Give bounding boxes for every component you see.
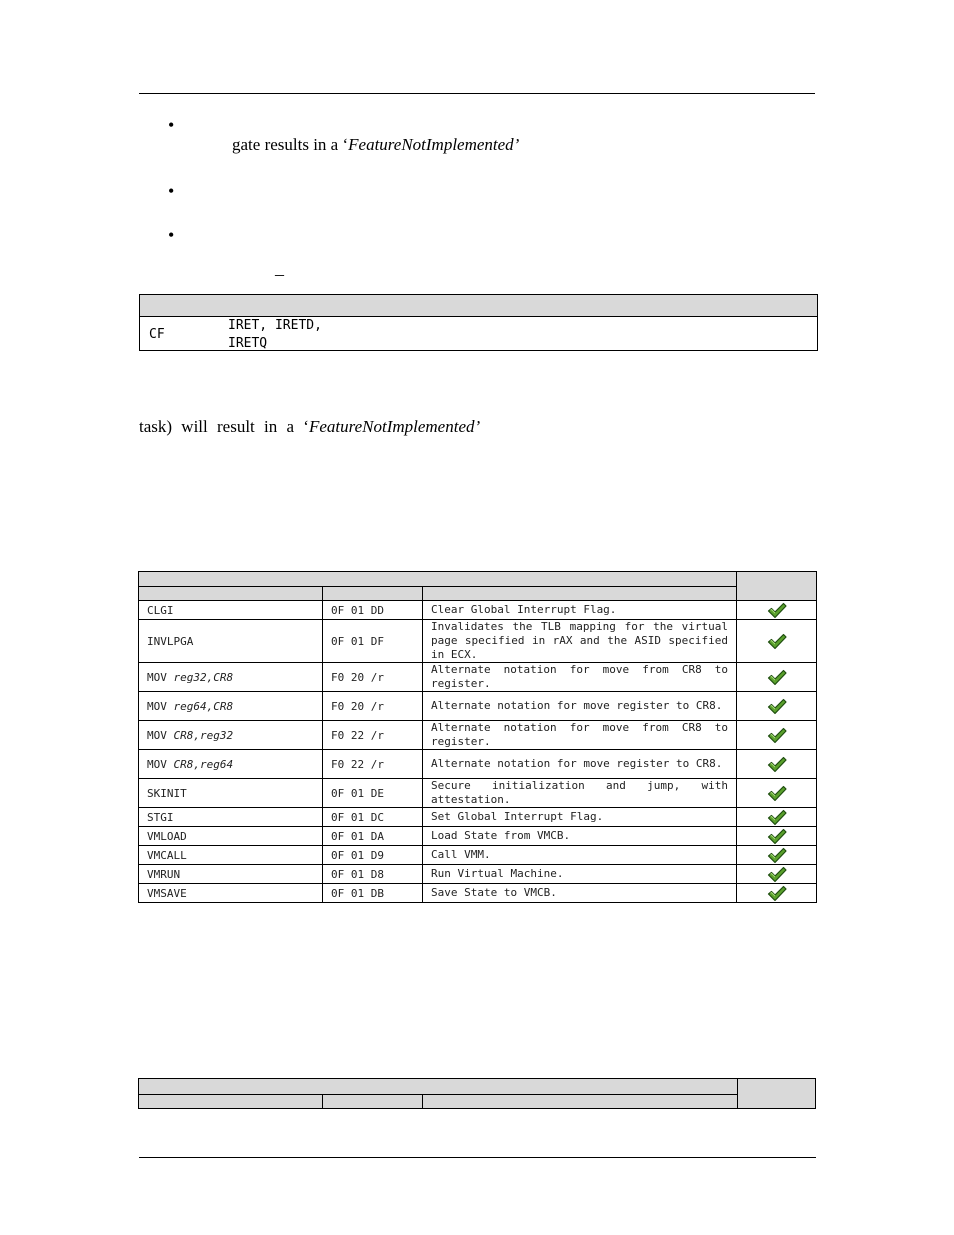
table-header-row-2 <box>139 587 817 601</box>
instruction-description: Alternate notation for move from CR8 to register. <box>423 663 737 692</box>
instruction-description: Alternate notation for move register to CR8. <box>423 692 737 721</box>
instruction-opcode: F0 22 /r <box>323 721 423 750</box>
instruction-description: Run Virtual Machine. <box>423 865 737 884</box>
instruction-description: Alternate notation for move from CR8 to register. <box>423 721 737 750</box>
instruction-opcode: 0F 01 D8 <box>323 865 423 884</box>
table-row <box>139 846 817 865</box>
instruction-opcode: F0 20 /r <box>323 663 423 692</box>
table-group-header <box>139 572 737 587</box>
checkmark-icon <box>767 669 787 686</box>
checkmark-icon <box>767 809 787 826</box>
table-row <box>139 750 817 779</box>
instruction-mnemonic: MOV <box>147 699 174 713</box>
supported-cell <box>737 808 817 827</box>
supported-cell <box>737 827 817 846</box>
bullet-3: • <box>168 225 175 245</box>
supported-cell <box>737 721 817 750</box>
bullet-2: • <box>168 181 175 201</box>
supported-cell <box>737 750 817 779</box>
instruction-name: VMRUN <box>139 865 323 884</box>
table-row <box>139 601 817 620</box>
iret-instruction-line1: IRET, IRETD, <box>228 318 322 333</box>
task-paragraph-italic: FeatureNotImplemented’ <box>308 417 481 436</box>
supported-cell <box>737 779 817 808</box>
supported-cell <box>737 884 817 903</box>
instruction-name: VMCALL <box>139 846 323 865</box>
instruction-description: Invalidates the TLB mapping for the virtual page specified in rAX and the ASID specified in ECX. <box>423 620 737 663</box>
instruction-description: Save State to VMCB. <box>423 884 737 903</box>
instruction-name <box>139 750 323 779</box>
instruction-name: INVLPGA <box>139 620 323 663</box>
checkmark-icon <box>767 756 787 773</box>
instruction-description: Alternate notation for move register to CR8. <box>423 750 737 779</box>
table-row <box>139 663 817 692</box>
dash-mark: – <box>275 264 284 284</box>
instruction-description: Clear Global Interrupt Flag. <box>423 601 737 620</box>
column-header-description <box>423 587 737 601</box>
task-paragraph-prefix: task) will result in a ‘ <box>139 417 309 436</box>
column-header-opcode <box>323 587 423 601</box>
next-table-header-divider <box>139 1094 737 1095</box>
checkmark-icon <box>767 866 787 883</box>
instruction-opcode: 0F 01 D9 <box>323 846 423 865</box>
instruction-name <box>139 692 323 721</box>
instruction-name <box>139 663 323 692</box>
checkmark-icon <box>767 847 787 864</box>
instruction-operands: reg64,CR8 <box>173 699 234 713</box>
table-row <box>139 779 817 808</box>
table-row <box>139 721 817 750</box>
table-row <box>139 865 817 884</box>
instruction-operands: CR8,reg64 <box>173 757 234 771</box>
instruction-description: Call VMM. <box>423 846 737 865</box>
instruction-mnemonic: MOV <box>147 757 174 771</box>
instruction-operands: reg32,CR8 <box>173 670 234 684</box>
instruction-name: CLGI <box>139 601 323 620</box>
instruction-mnemonic: MOV <box>147 670 174 684</box>
instruction-opcode: 0F 01 DE <box>323 779 423 808</box>
table-row <box>139 620 817 663</box>
supported-cell <box>737 663 817 692</box>
instruction-opcode: F0 22 /r <box>323 750 423 779</box>
checkmark-icon <box>767 885 787 902</box>
instruction-name: STGI <box>139 808 323 827</box>
supported-cell <box>737 620 817 663</box>
instruction-opcode: 0F 01 DA <box>323 827 423 846</box>
checkmark-icon <box>767 785 787 802</box>
table-row <box>139 884 817 903</box>
iret-table-header <box>140 295 817 317</box>
instruction-opcode: 0F 01 DC <box>323 808 423 827</box>
supported-header <box>737 572 817 601</box>
next-table-col-divider-3 <box>737 1079 738 1108</box>
instruction-name <box>139 721 323 750</box>
supported-cell <box>737 846 817 865</box>
iret-instruction-line2: IRETQ <box>228 336 268 351</box>
table-row <box>139 827 817 846</box>
instruction-mnemonic: MOV <box>147 728 174 742</box>
table-row <box>139 808 817 827</box>
task-paragraph <box>139 417 480 437</box>
bullet-1-text-prefix: gate results in a ‘ <box>232 135 349 154</box>
bullet-1-text-italic: FeatureNotImplemented’ <box>348 135 520 154</box>
svm-instruction-table <box>138 571 817 903</box>
instruction-name: VMSAVE <box>139 884 323 903</box>
instruction-opcode: F0 20 /r <box>323 692 423 721</box>
checkmark-icon <box>767 727 787 744</box>
instruction-name: VMLOAD <box>139 827 323 846</box>
instruction-opcode: 0F 01 DB <box>323 884 423 903</box>
checkmark-icon <box>767 698 787 715</box>
instruction-description: Secure initialization and jump, with attestation. <box>423 779 737 808</box>
instruction-description: Load State from VMCB. <box>423 827 737 846</box>
table-row <box>139 692 817 721</box>
next-table-header <box>138 1078 816 1109</box>
supported-cell <box>737 865 817 884</box>
next-table-col-divider-1 <box>322 1094 323 1108</box>
instruction-name: SKINIT <box>139 779 323 808</box>
column-header-instruction <box>139 587 323 601</box>
supported-cell <box>737 601 817 620</box>
iret-flag: CF <box>149 327 165 342</box>
checkmark-icon <box>767 602 787 619</box>
table-header-row-1 <box>139 572 817 587</box>
bullet-1-text <box>232 135 519 155</box>
bullet-1: • <box>168 115 175 135</box>
checkmark-icon <box>767 828 787 845</box>
checkmark-icon <box>767 633 787 650</box>
supported-cell <box>737 692 817 721</box>
footer-rule <box>139 1157 816 1158</box>
instruction-opcode: 0F 01 DD <box>323 601 423 620</box>
iret-table <box>139 294 818 351</box>
instruction-operands: CR8,reg32 <box>173 728 234 742</box>
next-table-col-divider-2 <box>422 1094 423 1108</box>
instruction-description: Set Global Interrupt Flag. <box>423 808 737 827</box>
header-rule <box>139 93 815 94</box>
instruction-opcode: 0F 01 DF <box>323 620 423 663</box>
